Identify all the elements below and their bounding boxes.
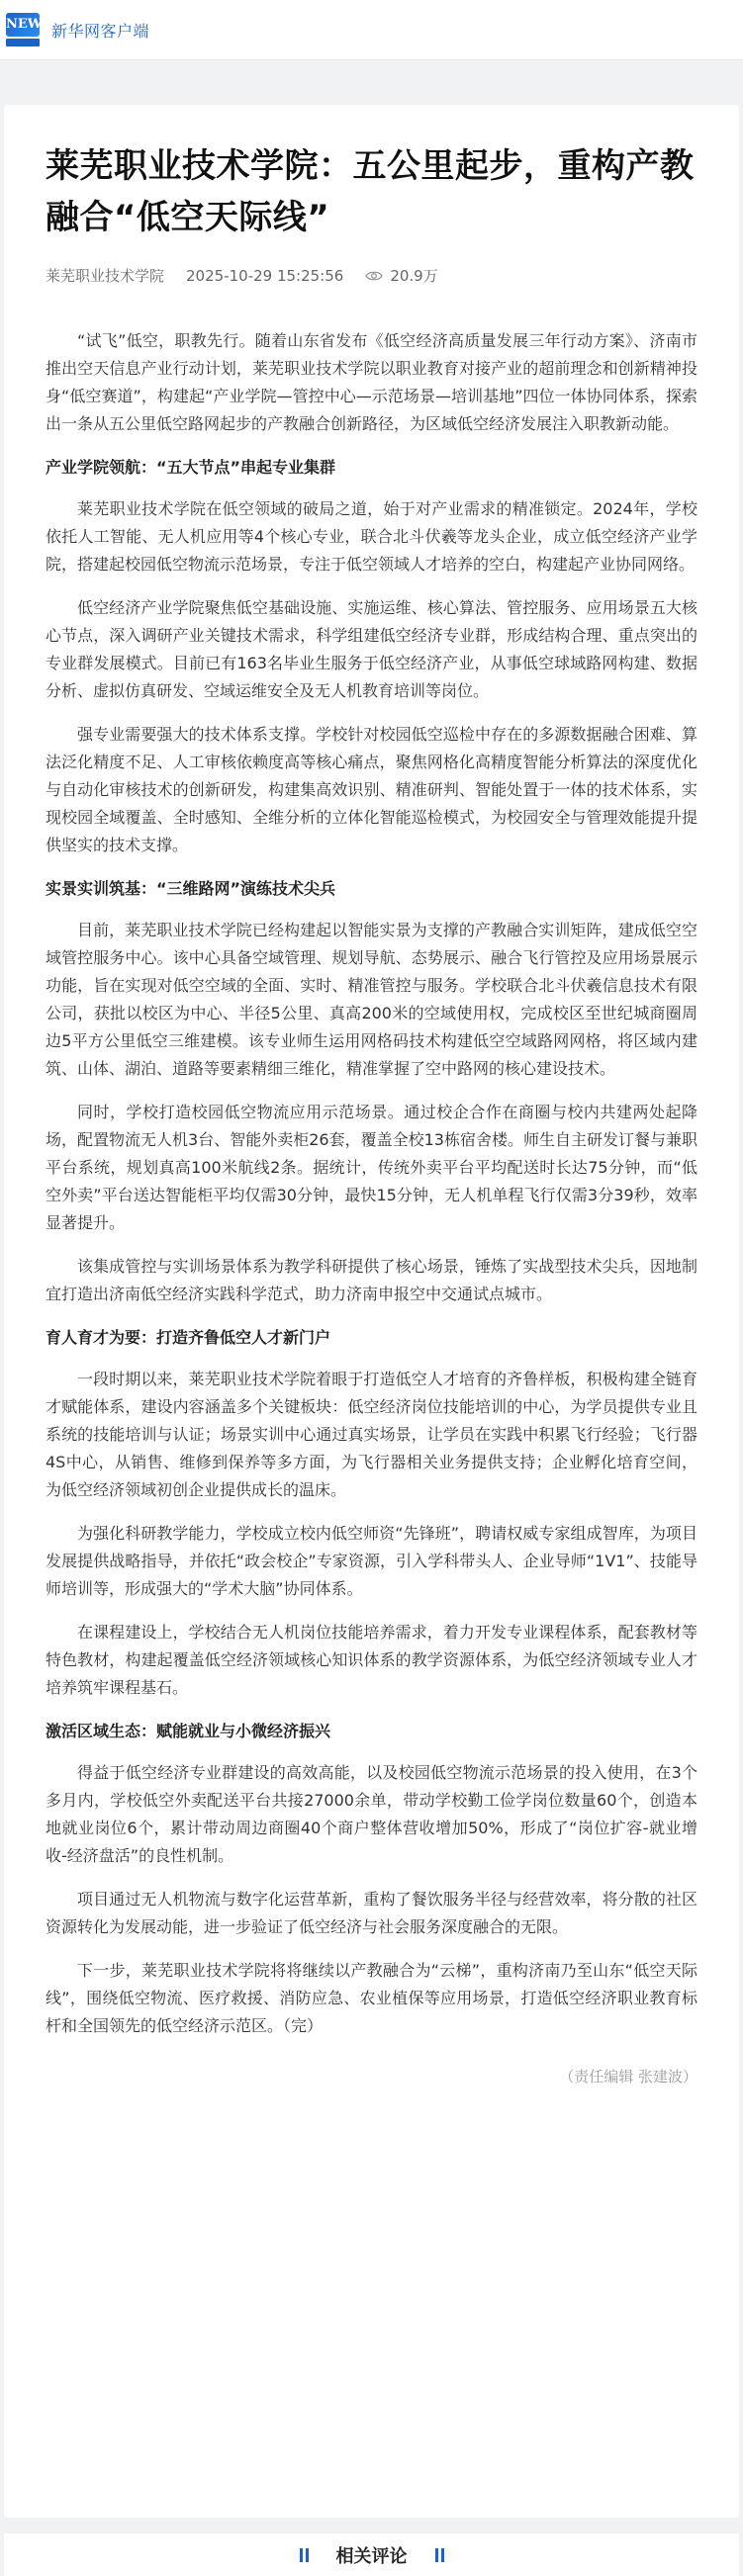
eye-icon [365,270,383,282]
related-comments-header [4,2533,739,2576]
article-paragraph: 为强化科研教学能力，学校成立校内低空师资“先锋班”，聘请权威专家组成智库，为项目发展提供战略指导，并依托“政会校企”专家资源，引入学科带头人、企业导师“1V1”、技能导师培训等，形成强大的“学术大脑”协同体系。 [46,1524,697,1598]
article-source: 莱芜职业技术学院 [46,267,165,285]
article-paragraph: 强专业需要强大的技术体系支撑。学校针对校园低空巡检中存在的多源数据融合困难、算法泛化精度不足、人工审核依赖度高等核心痛点，聚焦网格化高精度智能分析算法的深度优化与自动化审核技术的创新研发，构建集高效识别、精准研判、智能处置于一体的技术体系，实现校园全域覆盖、全时感知、全维分析的立体化智能巡检模式，为校园安全与管理效能提升提供坚实的技术支撑。 [46,725,697,854]
article-title: 莱芜职业技术学院：五公里起步，重构产教融合“低空天际线” [46,146,695,237]
related-comments-title: 相关评论 [335,2545,408,2567]
comments-right-marker [435,2548,444,2562]
article-paragraph: 低空经济产业学院聚焦低空基础设施、实施运维、核心算法、管控服务、应用场景五大核心节点，深入调研产业关键技术需求，科学组建低空经济专业群，形成结构合理、重点突出的专业群发展模式。目前已有163名毕业生服务于低空经济产业，从事低空球域路网构建、数据分析、虚拟仿真研发、空域运维安全及无人机教育培训等岗位。 [46,598,697,700]
article-meta [46,265,697,286]
article-card [4,105,739,2518]
article-content [4,105,739,2087]
app-name[interactable]: 新华网客户端 [51,21,150,41]
article-views [365,265,437,286]
article-paragraph: 目前，莱芜职业技术学院已经构建起以智能实景为支撑的产教融合实训矩阵，建成低空空域管控服务中心。该中心具备空域管理、规划导航、态势展示、融合飞行管控及应用场景展示功能，旨在实现对低空空域的全面、实时、精准管控与服务。学校联合北斗伏羲信息技术有限公司，获批以校区为中心、半径5公里、真高200米的空域使用权，完成校区至世纪城商圈周边5平方公里低空三维建模。该专业师生运用网格码技术构建低空空域路网网格，将区域内建筑、山体、湖泊、道路等要素精细三维化，精准掌握了空中路网的核心建设技术。 [46,921,697,1078]
article-paragraph: 在课程建设上，学校结合无人机岗位技能培养需求，着力开发专业课程体系，配套教材等特色教材，构建起覆盖低空经济领域核心知识体系的教学资源体系，为低空经济领域专业人才培养筑牢课程基石。 [46,1623,697,1697]
app-header [0,0,743,60]
article-paragraph: 得益于低空经济专业群建设的高效高能，以及校园低空物流示范场景的投入使用，在3个多月内，学校低空外卖配送平台共接27000余单，带动学校勤工俭学岗位数量60个，创造本地就业岗位6个，累计带动周边商圈40个商户整体营收增加50%，形成了“岗位扩容-就业增收-经济盘活”的良性机制。 [46,1763,697,1865]
xinhua-logo[interactable] [4,10,42,49]
comments-left-marker [300,2548,309,2562]
article-paragraph: “试飞”低空，职教先行。随着山东省发布《低空经济高质量发展三年行动方案》、济南市推出空天信息产业行动计划，莱芜职业技术学院以职业教育对接产业的超前理念和创新精神投身“低空赛道”，构建起“产业学院—管控中心—示范场景—培训基地”四位一体协同体系，探索出一条从五公里低空路网起步的产教融合创新路径，为区域低空经济发展注入职教新动能。 [46,331,697,433]
article-paragraph: 该集成管控与实训场景体系为教学科研提供了核心场景，锤炼了实战型技术尖兵，因地制宜打造出济南低空经济实践科学范式，助力济南申报空中交通试点城市。 [46,1257,697,1303]
section-heading: 实景实训筑基：“三维路网”演练技术尖兵 [46,879,336,898]
article-datetime: 2025-10-29 15:25:56 [186,266,344,285]
article-body [46,327,697,2040]
article-paragraph: 莱芜职业技术学院在低空领域的破局之道，始于对产业需求的精准锁定。2024年，学校依托人工智能、无人机应用等4个核心专业，联合北斗伏羲等龙头企业，成立低空经济产业学院，搭建起校园低空物流示范场景，专注于低空领域人才培养的空白，构建起产业协同网络。 [46,499,697,574]
xinhua-logo-mark: NEW [6,13,40,37]
section-heading: 激活区域生态：赋能就业与小微经济振兴 [46,1722,331,1740]
article-paragraph: 下一步，莱芜职业技术学院将将继续以产教融合为“云梯”，重构济南乃至山东“低空天际线”，围绕低空物流、医疗救援、消防应急、农业植保等应用场景，打造低空经济职业教育标杆和全国领先的低空经济示范区。（完） [46,1961,697,2035]
xinhua-logo-bar [6,39,40,46]
article-paragraph: 项目通过无人机物流与数字化运营革新，重构了餐饮服务半径与经营效率，将分散的社区资源转化为发展动能，进一步验证了低空经济与社会服务深度融合的无限。 [46,1890,697,1936]
section-heading: 产业学院领航：“五大节点”串起专业集群 [46,458,336,477]
section-heading: 育人育才为要：打造齐鲁低空人才新门户 [46,1328,331,1347]
article-paragraph: 一段时期以来，莱芜职业技术学院着眼于打造低空人才培育的齐鲁样板，积极构建全链育才赋能体系，建设内容涵盖多个关键板块：低空经济岗位技能培训的中心，为学员提供专业且系统的技能培训与认证；场景实训中心通过真实场景，让学员在实践中积累飞行经验；飞行器4S中心，从销售、维修到保养等多方面，为飞行器相关业务提供支持；企业孵化培育空间，为低空经济领域初创企业提供成长的温床。 [46,1370,697,1499]
article-paragraph: 同时，学校打造校园低空物流应用示范场景。通过校企合作在商圈与校内共建两处起降场，配置物流无人机3台、智能外卖柜26套，覆盖全校13栋宿舍楼。师生自主研发订餐与兼职平台系统，规划真高100米航线2条。据统计，传统外卖平台平均配送时长达75分钟，而“低空外卖”平台送达智能柜平均仅需30分钟，最快15分钟，无人机单程飞行仅需3分39秒，效率显著提升。 [46,1103,697,1232]
view-count: 20.9万 [390,267,438,285]
responsible-editor: （责任编辑 张建波） [559,2068,697,2086]
